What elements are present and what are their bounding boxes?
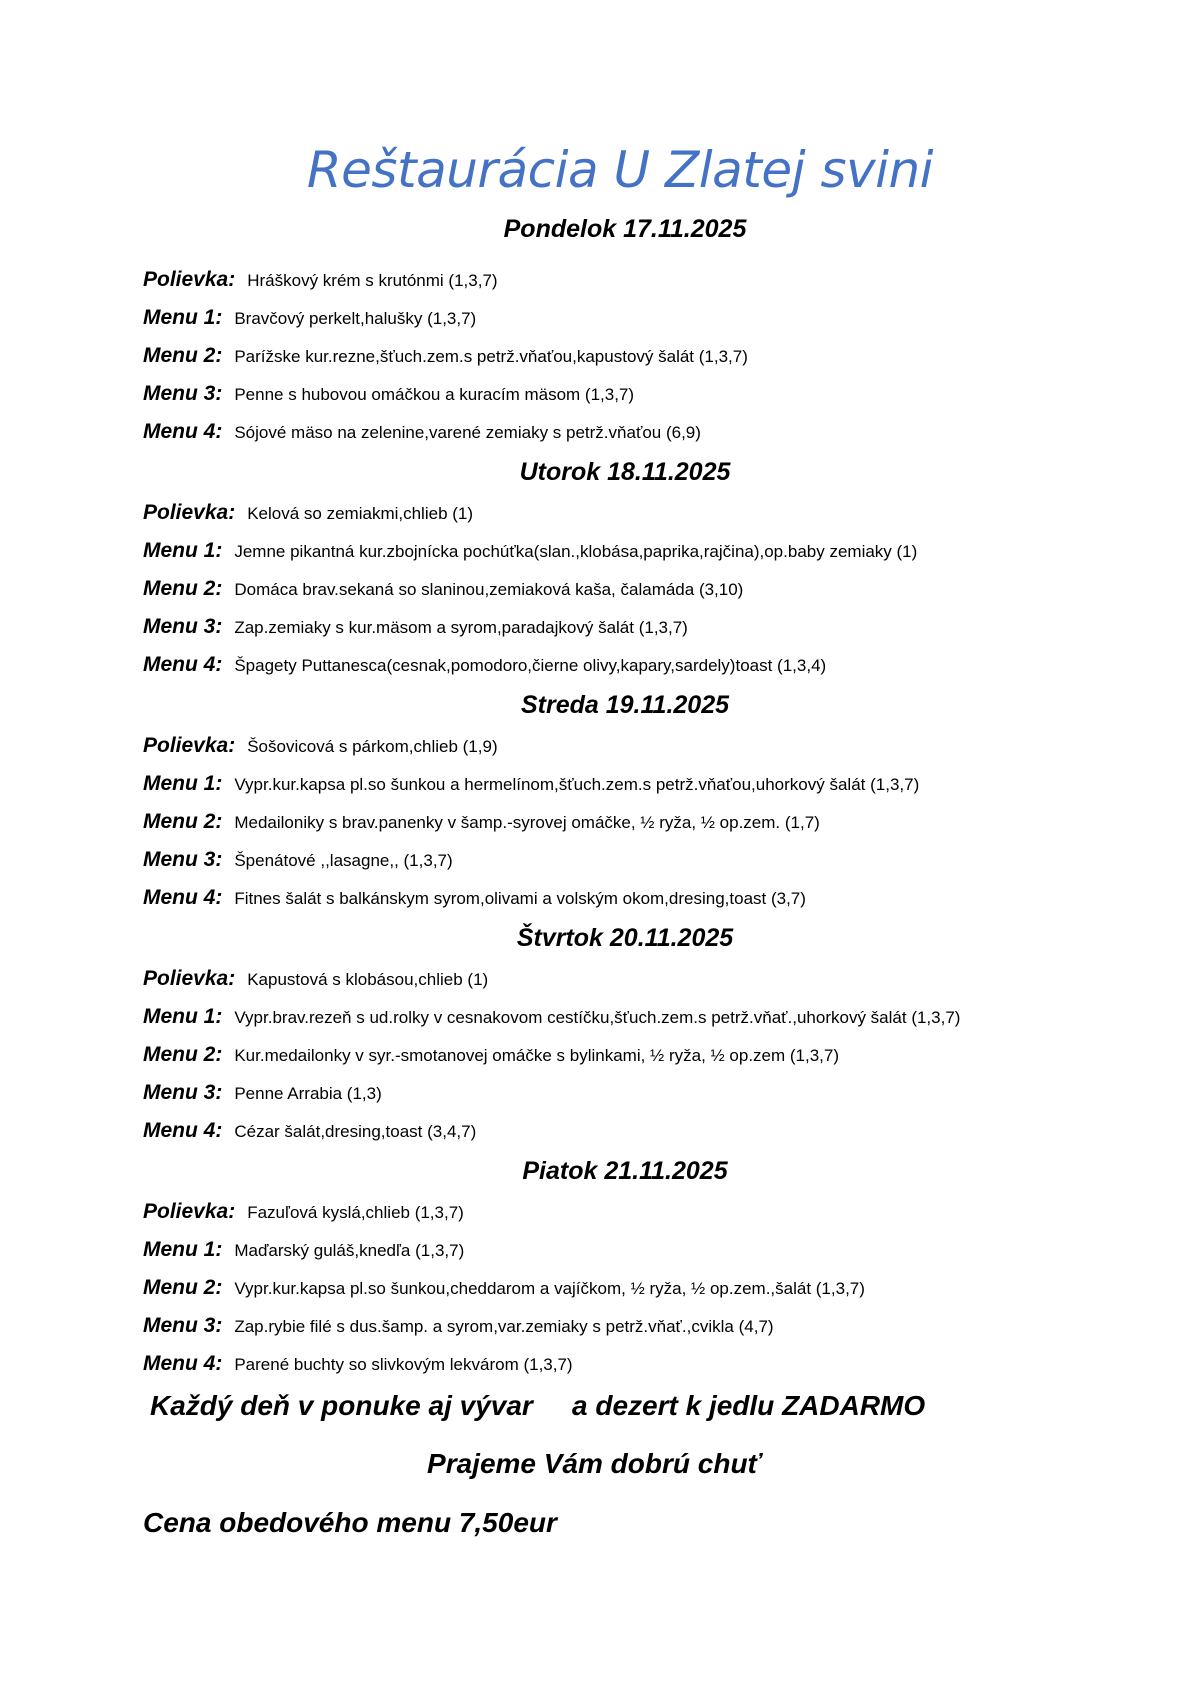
item-label: Menu 2: [143,577,223,600]
item-dish: Penne s hubovou omáčkou a kuracím mäsom (1,3,7) [234,385,635,404]
list-item [143,1272,1143,1304]
daily-offer-text-1: Každý deň v ponuke aj vývar [150,1390,533,1421]
list-item [143,535,1143,567]
item-label: Menu 4: [143,886,223,909]
day-heading-thursday: Štvrtok 20.11.2025 [516,924,734,952]
list-item [143,1234,1143,1266]
day-heading-monday: Pondelok 17.11.2025 [503,215,747,243]
item-label: Menu 4: [143,653,223,676]
list-item [143,882,1143,914]
list-item [143,1077,1143,1109]
list-item [143,264,1143,296]
list-item [143,844,1143,876]
item-label: Menu 1: [143,772,223,795]
list-item [143,1310,1143,1342]
item-dish: Maďarský guláš,knedľa (1,3,7) [234,1241,465,1260]
day-heading-friday: Piatok 21.11.2025 [522,1157,728,1185]
list-item [143,730,1143,762]
item-dish: Vypr.kur.kapsa pl.so šunkou,cheddarom a vajíčkom, ½ ryža, ½ op.zem.,šalát (1,3,7) [234,1279,865,1298]
list-item [143,806,1143,838]
day-heading-wednesday: Streda 19.11.2025 [520,691,730,719]
item-dish: Sójové mäso na zelenine,varené zemiaky s petrž.vňaťou (6,9) [234,423,701,442]
item-dish: Zap.zemiaky s kur.mäsom a syrom,paradajkový šalát (1,3,7) [234,618,688,637]
item-dish: Medailoniky s brav.panenky v šamp.-syrovej omáčke, ½ ryža, ½ op.zem. (1,7) [234,813,820,832]
item-dish: Šošovicová s párkom,chlieb (1,9) [247,737,498,756]
item-dish: Fazuľová kyslá,chlieb (1,3,7) [247,1203,464,1222]
item-label: Menu 1: [143,1005,223,1028]
item-label: Menu 2: [143,1276,223,1299]
item-label: Polievka: [143,967,236,990]
item-label: Menu 2: [143,344,223,367]
item-dish: Špagety Puttanesca(cesnak,pomodoro,čierne olivy,kapary,sardely)toast (1,3,4) [234,656,827,675]
item-dish: Parížske kur.rezne,šťuch.zem.s petrž.vňaťou,kapustový šalát (1,3,7) [234,347,748,366]
item-dish: Špenátové ,,lasagne,, (1,3,7) [234,851,453,870]
list-item [143,1115,1143,1147]
list-item [143,768,1143,800]
wish-text: Prajeme Vám dobrú chuť [427,1448,761,1479]
day-heading-tuesday: Utorok 18.11.2025 [519,458,731,486]
item-dish: Jemne pikantná kur.zbojnícka pochúťka(slan.,klobása,paprika,rajčina),op.baby zemiaky (1) [234,542,918,561]
item-dish: Fitnes šalát s balkánskym syrom,olivami a volským okom,dresing,toast (3,7) [234,889,806,908]
item-label: Menu 4: [143,420,223,443]
item-dish: Vypr.kur.kapsa pl.so šunkou a hermelínom,šťuch.zem.s petrž.vňaťou,uhorkový šalát (1,3,7) [234,775,920,794]
item-label: Polievka: [143,501,236,524]
item-dish: Bravčový perkelt,halušky (1,3,7) [234,309,477,328]
list-item [143,302,1143,334]
item-label: Menu 1: [143,539,223,562]
item-label: Menu 4: [143,1352,223,1375]
item-label: Menu 2: [143,810,223,833]
restaurant-title: Reštaurácia U Zlatej svini [306,141,934,199]
item-label: Menu 3: [143,848,223,871]
list-item [143,1348,1143,1380]
daily-offer-text-2: a dezert k jedlu ZADARMO [572,1390,926,1421]
list-item [143,611,1143,643]
list-item [143,573,1143,605]
item-label: Polievka: [143,1200,236,1223]
list-item [143,963,1143,995]
item-dish: Kur.medailonky v syr.-smotanovej omáčke s bylinkami, ½ ryža, ½ op.zem (1,3,7) [234,1046,840,1065]
list-item [143,1001,1143,1033]
list-item [143,649,1143,681]
list-item [143,340,1143,372]
item-label: Menu 3: [143,1081,223,1104]
list-item [143,1196,1143,1228]
list-item [143,497,1143,529]
item-label: Menu 2: [143,1043,223,1066]
item-dish: Parené buchty so slivkovým lekvárom (1,3,7) [234,1355,573,1374]
item-dish: Kelová so zemiakmi,chlieb (1) [247,504,474,523]
item-dish: Hráškový krém s krutónmi (1,3,7) [247,271,498,290]
list-item [143,378,1143,410]
item-dish: Kapustová s klobásou,chlieb (1) [247,970,489,989]
item-label: Polievka: [143,268,236,291]
item-label: Menu 4: [143,1119,223,1142]
item-dish: Vypr.brav.rezeň s ud.rolky v cesnakovom cestíčku,šťuch.zem.s petrž.vňať.,uhorkový šalát (1,3,7) [234,1008,961,1027]
item-label: Polievka: [143,734,236,757]
price-text: Cena obedového menu 7,50eur [143,1507,557,1538]
list-item [143,416,1143,448]
item-dish: Zap.rybie filé s dus.šamp. a syrom,var.zemiaky s petrž.vňať.,cvikla (4,7) [234,1317,774,1336]
list-item [143,1039,1143,1071]
item-dish: Penne Arrabia (1,3) [234,1084,382,1103]
item-dish: Domáca brav.sekaná so slaninou,zemiaková kaša, čalamáda (3,10) [234,580,744,599]
item-label: Menu 1: [143,1238,223,1261]
item-label: Menu 3: [143,615,223,638]
item-label: Menu 1: [143,306,223,329]
item-dish: Cézar šalát,dresing,toast (3,4,7) [234,1122,477,1141]
item-label: Menu 3: [143,1314,223,1337]
item-label: Menu 3: [143,382,223,405]
